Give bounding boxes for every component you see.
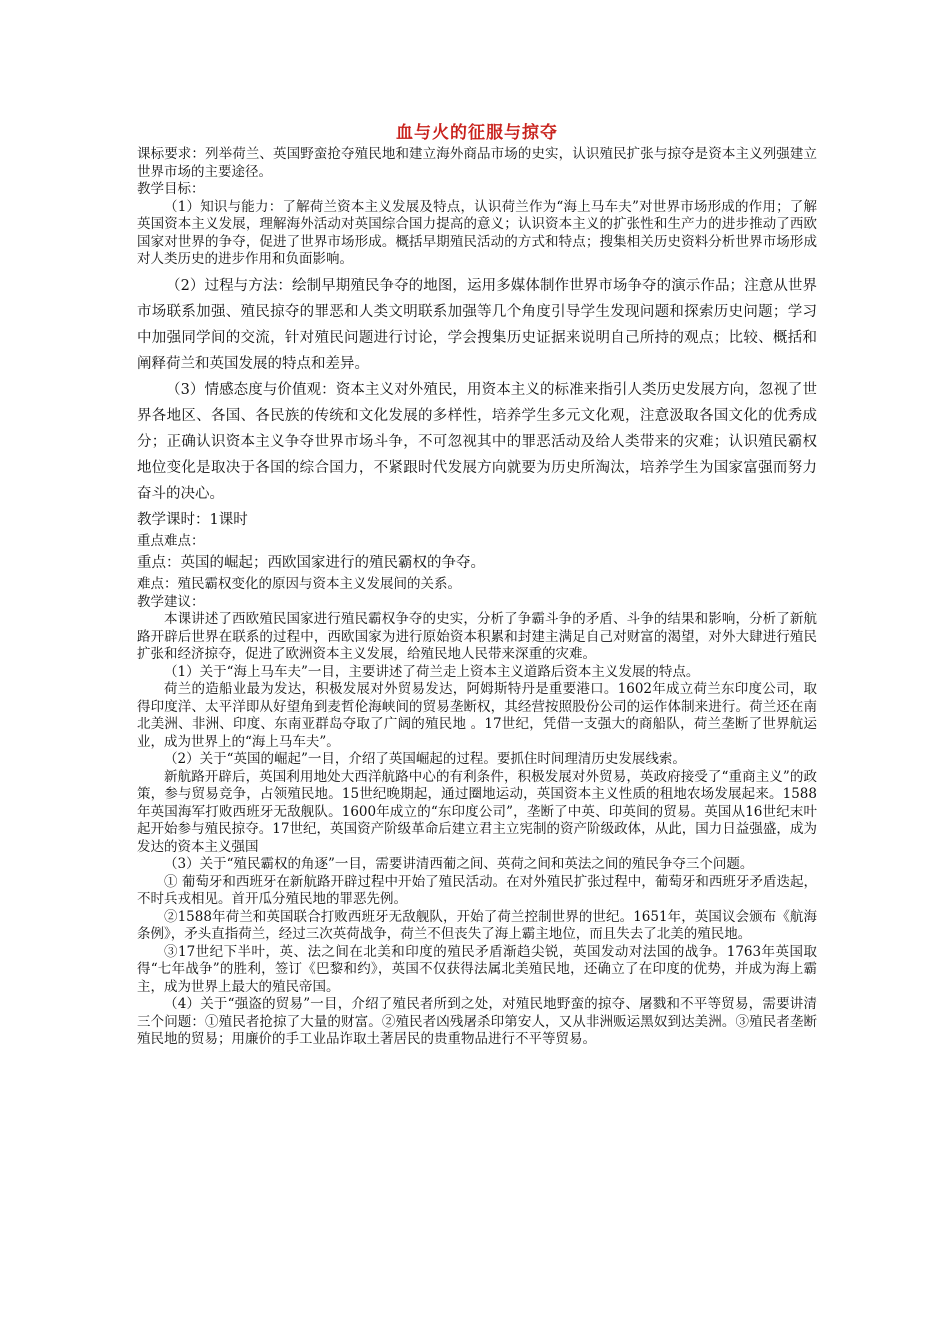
teaching-hours: 教学课时：1课时 [137,511,248,528]
section-1-body: 荷兰的造船业最为发达，积极发展对外贸易发达，阿姆斯特丹是重要港口。1602年成立荷兰东印度公司，取得印度洋、太平洋即从好望角到麦哲伦海峡间的贸易垄断权，其经营按照股份公司的运作体制来进行。荷兰还在南北美洲、非洲、印度、东南亚群岛夺取了广阔的殖民地 。17世纪，凭借一支强大的商船队，荷兰垄断了世界航运业，成为世界上的“海上马车夫”。 [137,681,817,750]
section-3-point-1: ① 葡萄牙和西班牙在新航路开辟过程中开始了殖民活动。在对外殖民扩张过程中，葡萄牙和西班牙矛盾迭起，不时兵戎相见。首开瓜分殖民地的罪恶先例。 [137,873,817,907]
goal-process: （2）过程与方法：绘制早期殖民争夺的地图，运用多媒体制作世界市场争夺的演示作品；注意从世界市场联系加强、殖民掠夺的罪恶和人类文明联系加强等几个角度引导学生发现问题和探索历史问题；学习中加强同学间的交流，针对殖民问题进行讨论，学会搜集历史证据来说明自己所持的观点；比较、概括和阐释荷兰和英国发展的特点和差异。 [137,277,817,372]
section-4: （4）关于“强盗的贸易”一目，介绍了殖民者所到之处，对殖民地野蛮的掠夺、屠戮和不平等贸易，需要讲清三个问题：①殖民者抢掠了大量的财富。②殖民者凶残屠杀印第安人，又从非洲贩运黑奴到达美洲。③殖民者垄断殖民地的贸易；用廉价的手工业品诈取土著居民的贵重物品进行不平等贸易。 [137,996,817,1047]
section-3-point-3: ③17世纪下半叶，英、法之间在北美和印度的殖民矛盾渐趋尖锐，英国发动对法国的战争。1763年英国取得“七年战争”的胜利，签订《巴黎和约》，英国不仅获得法属北美殖民地，还确立了在印度的优势，并成为海上霸主，成为世界上最大的殖民帝国。 [137,943,817,995]
section-1-heading: （1）关于“海上马车夫”一目，主要讲述了荷兰走上资本主义道路后资本主义发展的特点。 [164,663,700,680]
difficult-point: 难点：殖民霸权变化的原因与资本主义发展间的关系。 [137,576,461,592]
section-3-heading: （3）关于“殖民霸权的角逐”一目，需要讲清西葡之间、英荷之间和英法之间的殖民争夺三个问题。 [164,856,754,872]
section-2-body: 新航路开辟后，英国利用地处大西洋航路中心的有利条件，积极发展对外贸易，英政府接受了“重商主义”的政策，参与贸易竞争，占领殖民地。15世纪晚期起，通过圈地运动，英国资本主义性质的租地农场发展起来。1588年英国海军打败西班牙无敌舰队。1600年成立的“东印度公司”，垄断了中英、印英间的贸易。英国从16世纪末叶起开始参与殖民掠夺。17世纪，英国资产阶级革命后建立君主立宪制的资产阶级政体，从此，国力日益强盛，成为发达的资本主义强国 [137,768,817,855]
teaching-goals-heading: 教学目标： [137,181,205,197]
teaching-advice-heading: 教学建议： [137,593,205,610]
document-body [137,120,817,1049]
advice-intro: 本课讲述了西欧殖民国家进行殖民霸权争夺的史实，分析了争霸斗争的矛盾、斗争的结果和影响，分析了新航路开辟后世界在联系的过程中，西欧国家为进行原始资本积累和封建主满足自己对财富的渴望，对外大肆进行殖民扩张和经济掠夺，促进了欧洲资本主义发展，给殖民地人民带来深重的灾难。 [137,611,817,662]
section-3-point-2: ②1588年荷兰和英国联合打败西班牙无敌舰队，开始了荷兰控制世界的世纪。1651年，英国议会颁布《航海条例》，矛头直指荷兰，经过三次英荷战争，荷兰不但丧失了海上霸主地位，而且失去了北美的殖民地。 [137,908,817,942]
goal-emotion: （3）情感态度与价值观：资本主义对外殖民，用资本主义的标准来指引人类历史发展方向，忽视了世界各地区、各国、各民族的传统和文化发展的多样性，培养学生多元文化观，注意汲取各国文化的优秀成分；正确认识资本主义争夺世界市场斗争，不可忽视其中的罪恶活动及给人类带来的灾难；认识殖民霸权地位变化是取决于各国的综合国力，不紧跟时代发展方向就要为历史所淘汰，培养学生为国家富强而努力奋斗的决心。 [137,381,817,502]
key-point: 重点：英国的崛起；西欧国家进行的殖民霸权的争夺。 [137,555,485,571]
goal-knowledge: （1）知识与能力：了解荷兰资本主义发展及特点，认识荷兰作为“海上马车夫”对世界市场形成的作用；了解英国资本主义发展，理解海外活动对英国综合国力提高的意义；认识资本主义的扩张性和生产力的进步推动了西欧国家对世界的争夺，促进了世界市场形成。概括早期殖民活动的方式和特点；搜集相关历史资料分析世界市场形成对人类历史的进步作用和负面影响。 [137,198,817,267]
curriculum-requirement: 课标要求：列举荷兰、英国野蛮抢夺殖民地和建立海外商品市场的史实，认识殖民扩张与掠夺是资本主义列强建立世界市场的主要途径。 [137,146,817,180]
key-points-heading: 重点难点： [137,532,205,549]
document-title: 血与火的征服与掠夺 [396,123,558,143]
section-2-heading: （2）关于“英国的崛起”一目，介绍了英国崛起的过程。要抓住时间理清历史发展线索。 [164,751,686,767]
